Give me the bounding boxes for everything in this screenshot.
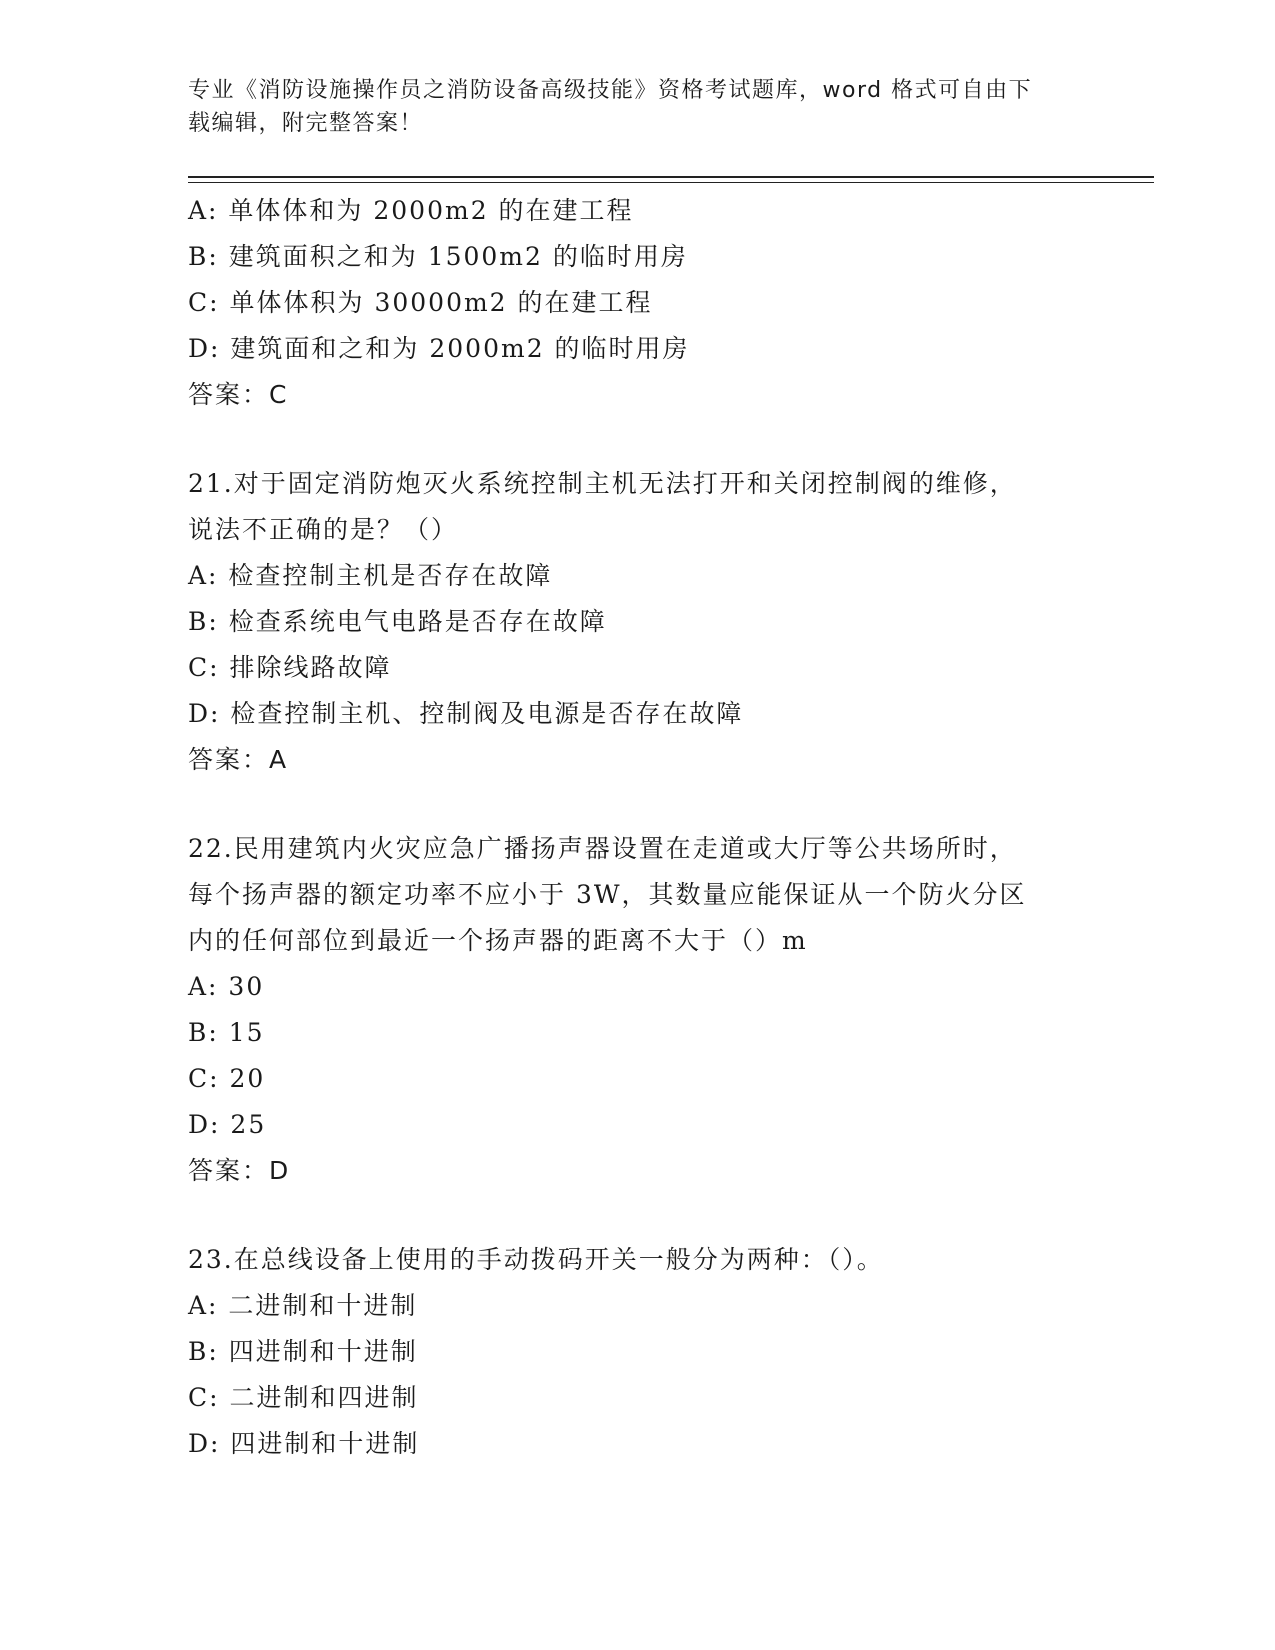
answer-option: A: 单体体和为 2000m2 的在建工程 [188,196,634,225]
answer-option: D: 检查控制主机、控制阀及电源是否存在故障 [188,699,744,728]
block-spacer [188,1194,1088,1237]
answer-option: C: 排除线路故障 [188,653,392,682]
header-line-1: 专业《消防设施操作员之消防设备高级技能》资格考试题库，word 格式可自由下 [188,78,1033,103]
answer-option: B: 建筑面积之和为 1500m2 的临时用房 [188,242,688,271]
question-text: 说法不正确的是？（） [188,515,459,544]
question-list [188,188,1088,1467]
question-block [188,188,1088,418]
answer-key: 答案：D [188,1156,291,1185]
answer-option: B: 检查系统电气电路是否存在故障 [188,607,607,636]
block-spacer [188,783,1088,826]
answer-option: B: 四进制和十进制 [188,1337,418,1366]
answer-key: 答案：C [188,380,289,409]
block-spacer [188,418,1088,461]
question-block [188,1194,1088,1467]
answer-option: A: 检查控制主机是否存在故障 [188,561,553,590]
answer-option: C: 单体体积为 30000m2 的在建工程 [188,288,653,317]
question-text: 内的任何部位到最近一个扬声器的距离不大于（）m [188,926,808,955]
question-block [188,783,1088,1194]
question-text: 21.对于固定消防炮灭火系统控制主机无法打开和关闭控制阀的维修， [188,469,1017,498]
answer-option: C: 20 [188,1064,266,1093]
answer-option: A: 二进制和十进制 [188,1291,418,1320]
answer-option: D: 四进制和十进制 [188,1429,420,1458]
answer-option: C: 二进制和四进制 [188,1383,419,1412]
answer-key: 答案：A [188,745,289,774]
question-text: 每个扬声器的额定功率不应小于 3W，其数量应能保证从一个防火分区 [188,880,1027,909]
question-text: 22.民用建筑内火灾应急广播扬声器设置在走道或大厅等公共场所时， [188,834,1017,863]
question-block [188,418,1088,783]
document-header [188,74,1068,140]
question-text: 23.在总线设备上使用的手动拨码开关一般分为两种：（）。 [188,1245,884,1274]
answer-option: A: 30 [188,972,265,1001]
answer-option: D: 建筑面和之和为 2000m2 的临时用房 [188,334,690,363]
header-line-2: 载编辑，附完整答案！ [188,111,424,136]
header-divider-thin [188,182,1154,183]
answer-option: D: 25 [188,1110,267,1139]
header-divider-thick [188,176,1154,178]
answer-option: B: 15 [188,1018,265,1047]
